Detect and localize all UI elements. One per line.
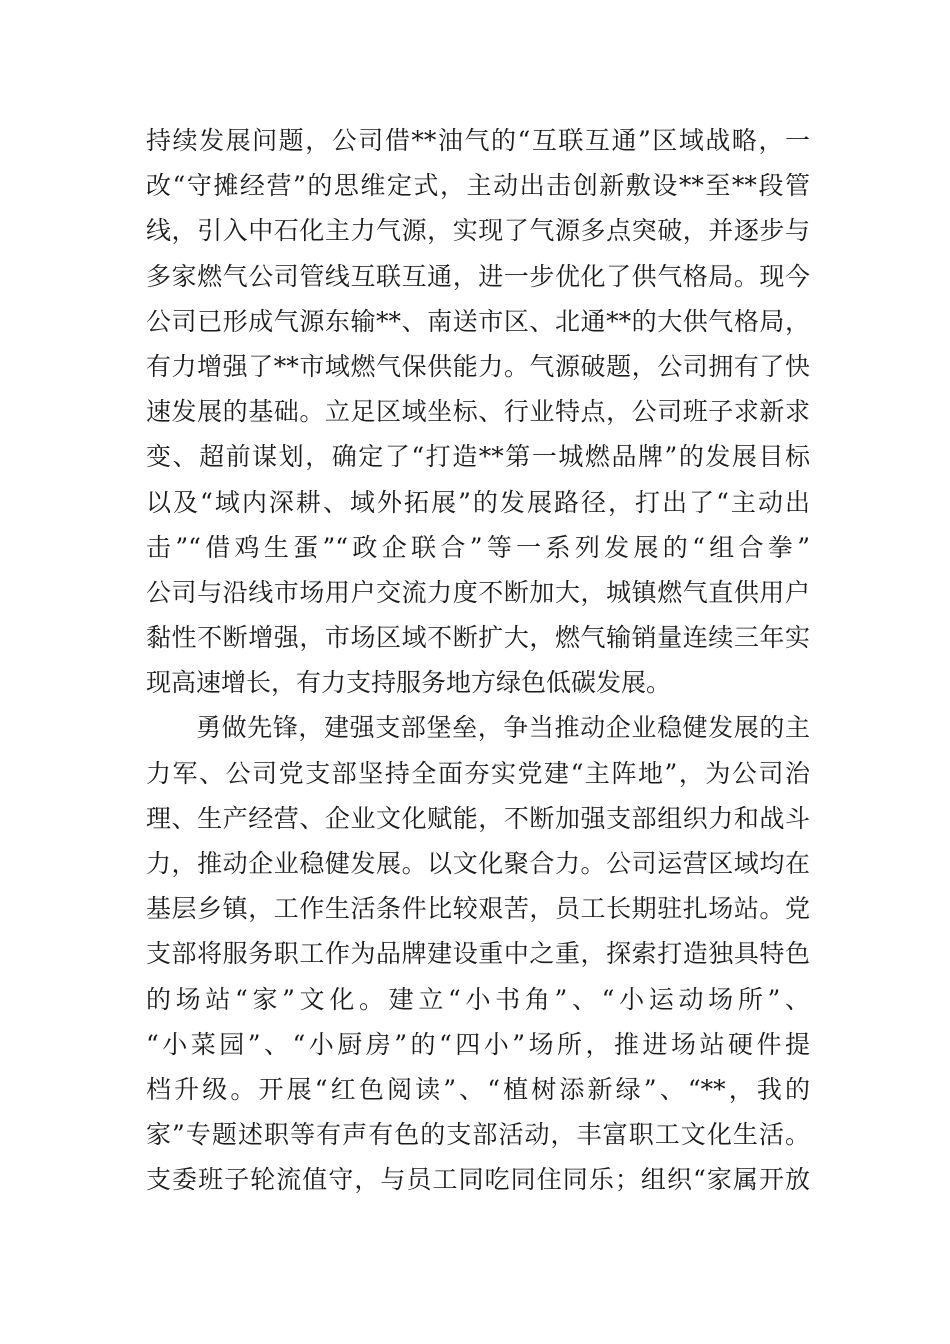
text-line: 力，推动企业稳健发展。以文化聚合力。公司运营区域均在 — [146, 849, 810, 878]
paragraph-1 — [146, 118, 810, 705]
text-line-indented: 勇做先锋，建强支部堡垒，争当推动企业稳健发展的主 — [196, 713, 810, 743]
paragraph-2 — [146, 705, 810, 1202]
text-line: 家”专题述职等有声有色的支部活动，丰富职工文化生活。 — [146, 1120, 810, 1150]
text-line: 档升级。开展“红色阅读”、“植树添新绿”、“**，我的 — [146, 1074, 810, 1104]
text-line: “小菜园”、“小厨房”的“四小”场所，推进场站硬件提 — [146, 1029, 810, 1059]
text-line: 以及“域内深耕、域外拓展”的发展路径，打出了“主动出 — [146, 487, 810, 517]
text-line: 击”“借鸡生蛋”“政企联合”等一系列发展的“组合拳” — [146, 532, 810, 562]
body-text — [146, 118, 810, 1203]
text-line: 公司已形成气源东输**、南送市区、北通**的大供气格局， — [146, 306, 810, 336]
text-line: 黏性不断增强，市场区域不断扩大，燃气输销量连续三年实 — [146, 623, 810, 653]
text-line: 基层乡镇，工作生活条件比较艰苦，员工长期驻扎场站。党 — [146, 894, 810, 924]
text-line: 速发展的基础。立足区域坐标、行业特点，公司班子求新求 — [146, 397, 810, 427]
text-line: 线，引入中石化主力气源，实现了气源多点突破，并逐步与 — [146, 216, 810, 246]
text-line: 公司与沿线市场用户交流力度不断加大，城镇燃气直供用户 — [146, 577, 810, 607]
text-line: 力军、公司党支部坚持全面夯实党建“主阵地”，为公司治 — [146, 758, 810, 788]
text-line: 持续发展问题，公司借**油气的“互联互通”区域战略，一 — [146, 126, 810, 155]
text-line: 多家燃气公司管线互联互通，进一步优化了供气格局。现今 — [146, 261, 810, 291]
text-line: 支部将服务职工作为品牌建设重中之重，探索打造独具特色 — [146, 939, 810, 969]
text-line: 理、生产经营、企业文化赋能，不断加强支部组织力和战斗 — [146, 803, 810, 833]
text-line: 改“守摊经营”的思维定式，主动出击创新敷设**至**段管 — [146, 171, 810, 201]
text-line: 的场站“家”文化。建立“小书角”、“小运动场所”、 — [146, 984, 810, 1014]
text-line: 变、超前谋划，确定了“打造**第一城燃品牌”的发展目标 — [146, 442, 810, 472]
text-line: 有力增强了**市域燃气保供能力。气源破题，公司拥有了快 — [146, 351, 810, 381]
text-line: 现高速增长，有力支持服务地方绿色低碳发展。 — [146, 668, 672, 698]
text-line: 支委班子轮流值守，与员工同吃同住同乐；组织“家属开放 — [146, 1165, 810, 1195]
